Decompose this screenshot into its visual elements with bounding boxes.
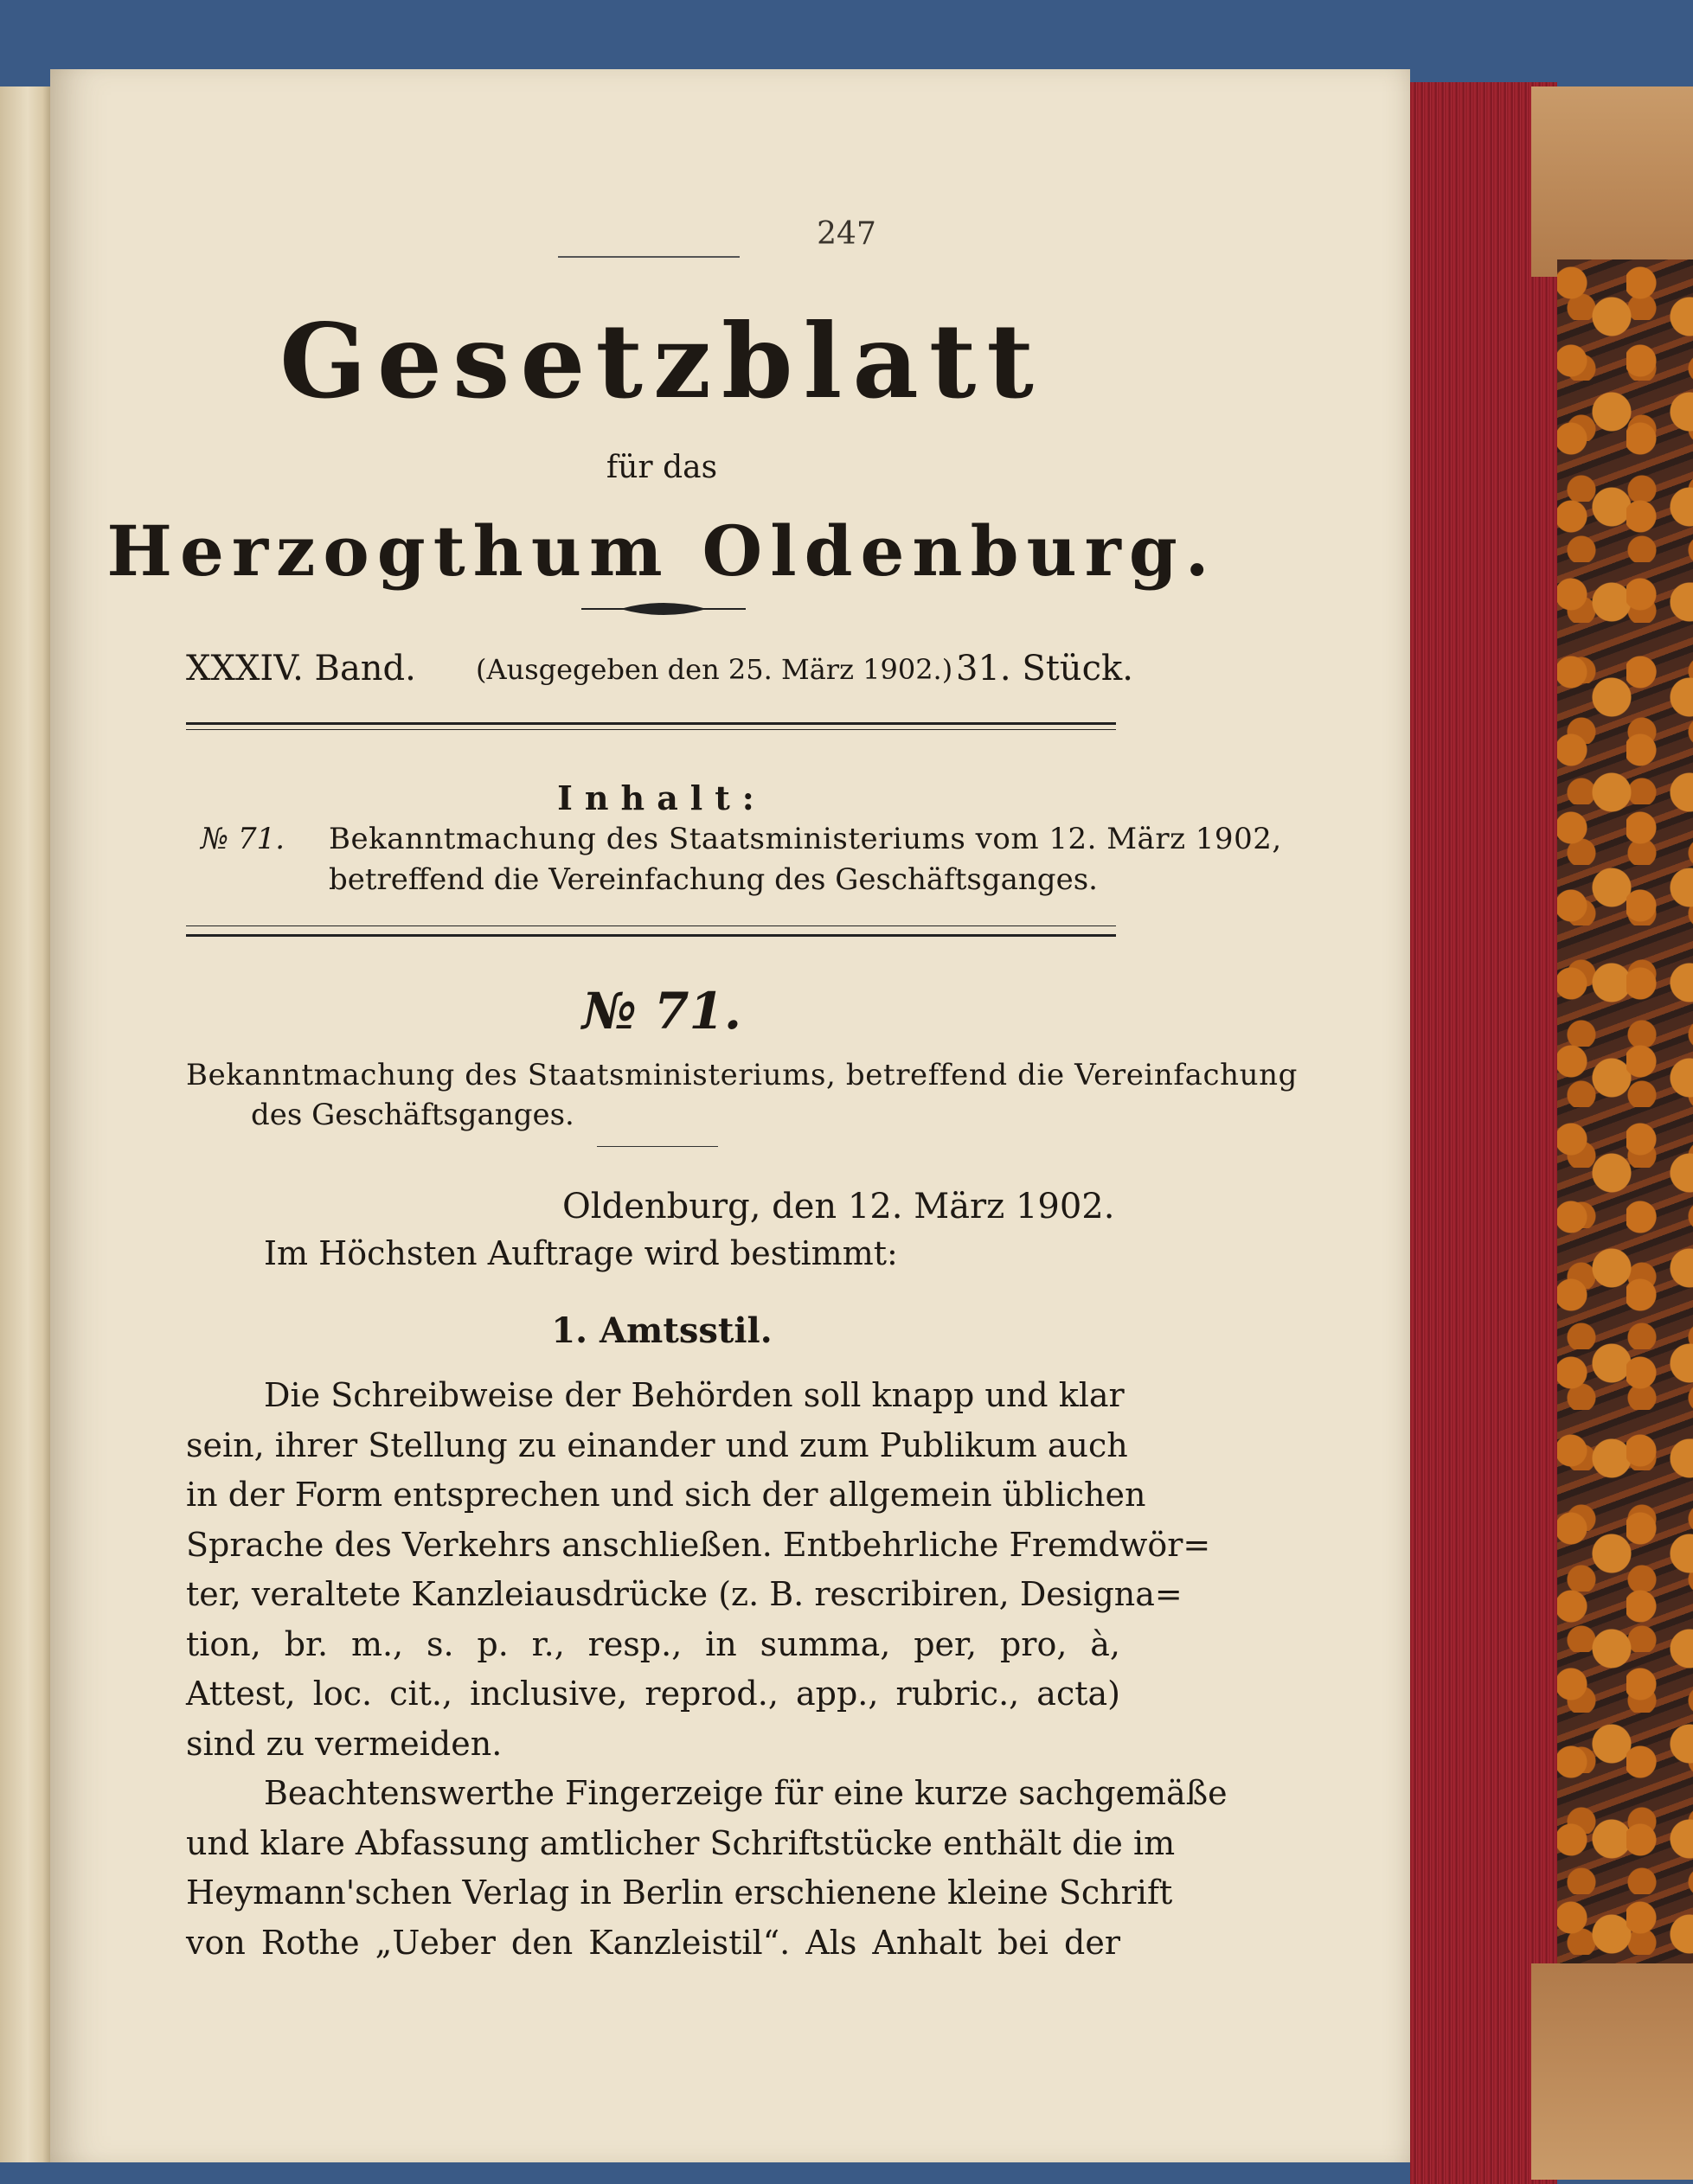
notice-number: № 71. (581, 982, 742, 1041)
leather-corner-bottom (1531, 1963, 1693, 2180)
body-line: in der Form entsprechen und sich der allgemein üblichen (186, 1476, 1146, 1514)
piece-number: 31. Stück. (956, 649, 1133, 689)
contents-heading: Inhalt: (557, 778, 766, 817)
masthead-title: Gesetzblatt (279, 301, 1044, 421)
contents-item-line2: betreffend die Vereinfachung des Geschäftsganges. (329, 862, 1098, 897)
body-line: Sprache des Verkehrs anschließen. Entbehrliche Fremdwör= (186, 1525, 1211, 1564)
body-line: tion, br. m., s. p. r., resp., in summa, per, pro, à, (186, 1624, 1120, 1663)
place-date: Oldenburg, den 12. März 1902. (562, 1187, 1115, 1226)
double-rule-mid-a (186, 925, 1116, 926)
masthead-subtitle-small: für das (606, 450, 718, 485)
body-text (186, 1371, 1228, 1968)
body-line: Heymann'schen Verlag in Berlin erschienene kleine Schrift (186, 1873, 1173, 1912)
body-line: ter, veraltete Kanzleiausdrücke (z. B. rescribiren, Designa= (186, 1575, 1183, 1613)
notice-heading-line2: des Geschäftsganges. (251, 1098, 574, 1132)
issue-date: (Ausgegeben den 25. März 1902.) (476, 653, 953, 686)
body-line: und klare Abfassung amtlicher Schriftstücke enthält die im (186, 1823, 1176, 1862)
notice-heading-line1: Bekanntmachung des Staatsministeriums, betreffend die Vereinfachung (186, 1058, 1298, 1092)
red-page-edges (1410, 82, 1557, 2184)
double-rule-top-a (186, 722, 1116, 725)
double-rule-mid-b (186, 934, 1116, 937)
notice-heading-rule (597, 1146, 718, 1147)
double-rule-top-b (186, 729, 1116, 730)
section-title: 1. Amtsstil. (551, 1310, 773, 1351)
marbled-cover (1557, 259, 1693, 1972)
contents-item-number: № 71. (201, 822, 285, 856)
body-line: Beachtenswerthe Fingerzeige für eine kurze sachgemäße (264, 1774, 1228, 1812)
volume-label: XXXIV. Band. (186, 649, 416, 689)
page-number-rule (558, 256, 740, 258)
intro-line: Im Höchsten Auftrage wird bestimmt: (264, 1234, 898, 1272)
contents-item-line1: Bekanntmachung des Staatsministeriums vom 12. März 1902, (329, 822, 1282, 856)
body-line: von Rothe „Ueber den Kanzleistil“. Als Anhalt bei der (186, 1923, 1120, 1962)
ornament-rule (581, 597, 746, 621)
page-number: 247 (817, 216, 876, 252)
body-line: sind zu vermeiden. (186, 1724, 503, 1763)
body-line: Die Schreibweise der Behörden soll knapp und klar (264, 1376, 1125, 1414)
body-line: sein, ihrer Stellung zu einander und zum Publikum auch (186, 1425, 1128, 1464)
masthead-subtitle-large: Herzogthum Oldenburg. (106, 510, 1217, 592)
body-line: Attest, loc. cit., inclusive, reprod., app., rubric., acta) (186, 1675, 1120, 1713)
